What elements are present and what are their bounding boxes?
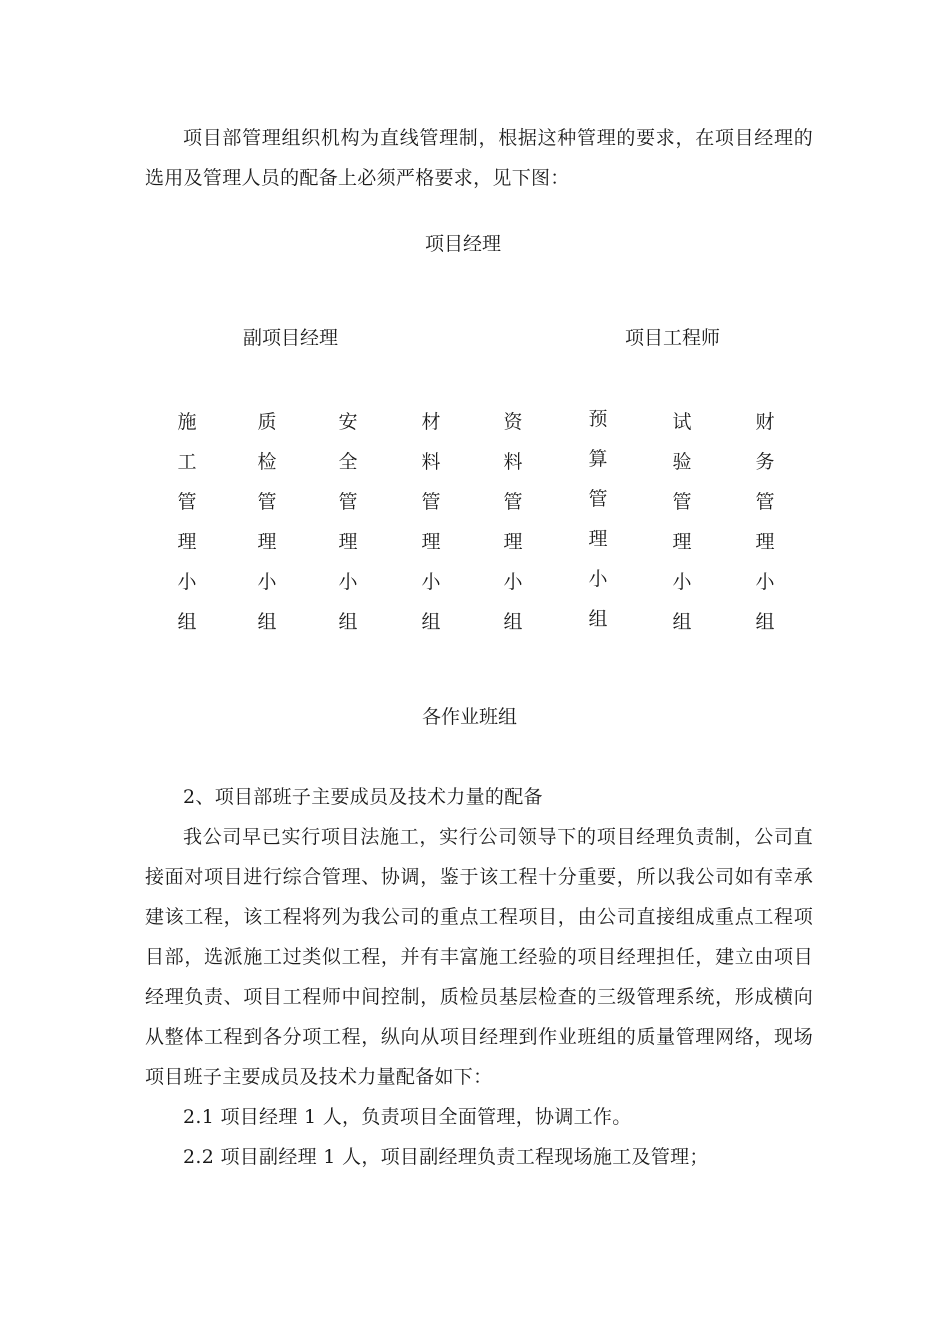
- group-construction-management: 施工管理小组: [177, 411, 197, 633]
- org-deputy-project-manager: 副项目经理: [243, 327, 339, 349]
- group-finance-management: 财务管理小组: [755, 411, 775, 633]
- section2-body: 我公司早已实行项目法施工，实行公司领导下的项目经理负责制，公司直接面对项目进行综合管理、协调，鉴于该工程十分重要，所以我公司如有幸承建该工程，该工程将列为我公司的重点工程项目，由公司直接组成重点工程项目部，选派施工过类似工程，并有丰富施工经验的项目经理担任，建立由项目经理负责、项目工程师中间控制，质检员基层检查的三级管理系统，形成横向从整体工程到各分项工程，纵向从项目经理到作业班组的质量管理网络，现场项目班子主要成员及技术力量配备如下：: [145, 826, 813, 1088]
- group-budget-management: 预算管理小组: [588, 408, 608, 630]
- intro-paragraph: 项目部管理组织机构为直线管理制，根据这种管理的要求，在项目经理的选用及管理人员的配备上必须严格要求，见下图：: [145, 127, 813, 189]
- section2-heading: 2、项目部班子主要成员及技术力量的配备: [183, 786, 543, 808]
- group-quality-inspection: 质检管理小组: [257, 411, 277, 633]
- group-materials-management: 材料管理小组: [421, 411, 441, 633]
- group-documents-management: 资料管理小组: [503, 411, 523, 633]
- org-work-teams: 各作业班组: [422, 706, 518, 728]
- org-project-engineer: 项目工程师: [625, 327, 721, 349]
- group-testing-management: 试验管理小组: [672, 411, 692, 633]
- org-top-project-manager: 项目经理: [425, 233, 502, 255]
- section2-item-2: 2.2 项目副经理 1 人，项目副经理负责工程现场施工及管理；: [183, 1146, 709, 1168]
- section2-item-1: 2.1 项目经理 1 人，负责项目全面管理，协调工作。: [183, 1106, 632, 1128]
- group-safety-management: 安全管理小组: [338, 411, 358, 633]
